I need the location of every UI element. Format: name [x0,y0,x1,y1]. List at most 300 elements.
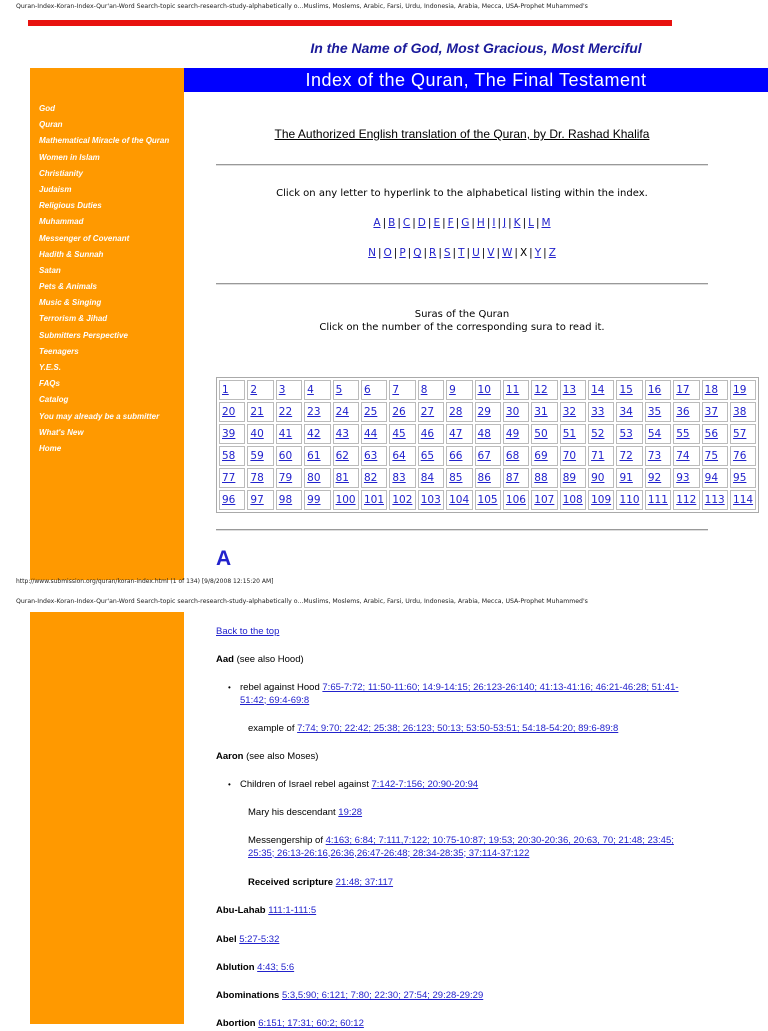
sura-cell [247,490,273,510]
bullet-icon: • [228,683,231,692]
sura-cell [531,402,557,422]
sura-cell [389,402,415,422]
sura-link-105[interactable]: 105 [477,494,498,506]
verse-refs[interactable]: 4:43; 5:6 [257,962,295,973]
sura-link-5[interactable]: 5 [335,384,343,396]
sura-link-31[interactable]: 31 [534,406,548,418]
sura-cell [673,446,699,466]
sidebar-item-music-singing[interactable]: Music & Singing [39,298,102,308]
sura-link-100[interactable]: 100 [335,494,356,506]
letter-link-j[interactable]: J [503,217,507,229]
sura-link-33[interactable]: 33 [591,406,605,418]
sura-link-22[interactable]: 22 [278,406,293,418]
sura-link-15[interactable]: 15 [619,384,633,396]
letter-separator: | [452,247,457,259]
suras-title: Suras of the Quran [414,309,510,320]
sura-link-90[interactable]: 90 [591,472,605,484]
sura-link-3[interactable]: 3 [278,384,286,396]
sura-cell [616,490,642,510]
sura-cell [276,468,302,488]
letter-link-s[interactable]: S [443,247,451,259]
sura-link-91[interactable]: 91 [619,472,633,484]
sura-link-79[interactable]: 79 [278,472,293,484]
sura-link-6[interactable]: 6 [363,384,371,396]
sidebar-item-pets-animals[interactable]: Pets & Animals [39,282,97,292]
sura-cell [673,490,699,510]
sura-cell [475,446,501,466]
sura-link-62[interactable]: 62 [335,450,349,462]
sura-link-80[interactable]: 80 [307,472,321,484]
sura-cell [361,380,387,400]
sura-link-86[interactable]: 86 [477,472,491,484]
sura-cell [616,446,642,466]
sidebar-item-hadith-sunnah[interactable]: Hadith & Sunnah [39,249,104,259]
sura-link-106[interactable]: 106 [505,494,526,506]
sura-cell [418,468,444,488]
letter-link-n[interactable]: N [368,247,376,259]
sura-link-60[interactable]: 60 [278,450,293,462]
letter-separator: | [427,217,432,229]
sura-cell [702,402,728,422]
sura-link-114[interactable]: 114 [733,494,754,506]
sura-cell [616,380,642,400]
page-title: Index of the Quran, The Final Testament [184,68,768,92]
sura-link-107[interactable]: 107 [534,494,555,506]
verse-refs[interactable]: 5:3,5:90; 6:121; 7:80; 22:30; 27:54; 29:28-29:29 [281,990,484,1001]
letter-separator: | [514,247,518,259]
sura-cell [503,446,529,466]
index-entry-abortion: Abortion 6:151; 17:31; 60:2; 60:12 [216,1018,364,1029]
sura-link-57[interactable]: 57 [733,428,747,440]
sidebar-item-judaism[interactable]: Judaism [39,184,72,194]
sura-link-61[interactable]: 61 [307,450,321,462]
sidebar-item-teenagers[interactable]: Teenagers [39,346,79,356]
sura-link-47[interactable]: 47 [449,428,463,440]
sura-link-29[interactable]: 29 [477,406,491,418]
divider [216,283,708,285]
sura-link-78[interactable]: 78 [250,472,264,484]
sura-link-50[interactable]: 50 [534,428,548,440]
letter-instruction: Click on any letter to hyperlink to the alphabetical listing within the index. [276,188,648,199]
index-entry-abel: Abel 5:27-5:32 [216,934,280,945]
sidebar-item-religious-duties[interactable]: Religious Duties [39,201,102,211]
sura-link-59[interactable]: 59 [250,450,264,462]
sura-cell [247,380,273,400]
sidebar-item-quran[interactable]: Quran [39,120,63,130]
sidebar-item-catalog[interactable]: Catalog [39,395,69,405]
sura-link-70[interactable]: 70 [562,450,577,462]
sura-cell [276,446,302,466]
sura-cell [304,490,330,510]
sura-link-99[interactable]: 99 [307,494,321,506]
sura-cell [588,424,614,444]
letter-link-h[interactable]: H [476,217,485,229]
sura-cell [276,490,302,510]
sura-link-53[interactable]: 53 [619,428,633,440]
sura-cell [219,468,245,488]
sura-cell [503,468,529,488]
sura-link-44[interactable]: 44 [363,428,378,440]
sura-cell [361,402,387,422]
sura-link-12[interactable]: 12 [534,384,548,396]
sura-cell [702,446,728,466]
sura-link-72[interactable]: 72 [619,450,633,462]
sura-link-32[interactable]: 32 [562,406,577,418]
sura-cell [645,490,671,510]
verse-refs[interactable]: 4:163; 6:84; 7:111,7:122; 10:75-10:87; 19:53; 20:30-20:36, 20:63, 70; 21:48; 23:45; [325,835,674,846]
sura-cell [304,402,330,422]
sura-link-82[interactable]: 82 [363,472,378,484]
sura-cell [673,468,699,488]
letter-link-w[interactable]: W [502,247,513,259]
sura-link-4[interactable]: 4 [307,384,314,396]
sura-link-89[interactable]: 89 [562,472,577,484]
verse-refs[interactable]: 111:1-111:5 [268,905,317,916]
sura-link-68[interactable]: 68 [505,450,520,462]
sura-cell [219,446,245,466]
verse-refs[interactable]: 5:27-5:32 [239,934,280,945]
sura-cell [616,424,642,444]
sura-cell [645,424,671,444]
verse-refs[interactable]: 25:35; 26:13-26:16,26:36,26:47-26:48; 28:34-28:35; 37:114-37:122 [248,847,530,859]
sura-cell [560,402,586,422]
sura-cell [475,424,501,444]
letter-link-m[interactable]: M [541,217,551,229]
sura-cell [361,446,387,466]
sura-link-27[interactable]: 27 [420,406,435,418]
sura-link-1[interactable]: 1 [222,384,229,396]
verse-refs[interactable]: 51:42; 69:4-69:8 [240,694,310,706]
sidebar-item-christianity[interactable]: Christianity [39,168,84,178]
sura-link-24[interactable]: 24 [335,406,349,418]
sura-link-49[interactable]: 49 [505,428,520,440]
sidebar-item-messenger-of-covenant[interactable]: Messenger of Covenant [39,233,130,243]
sura-link-87[interactable]: 87 [505,472,520,484]
sidebar-item-you-may-already-be-a-submitter[interactable]: You may already be a submitter [39,411,160,421]
index-subentry: Messengership of 4:163; 6:84; 7:111,7:122; 10:75-10:87; 19:53; 20:30-20:36, 20:63, 70; 21:48; 23:45; 25:35; 26:13-26:16,26:36,26:47-26:48; 28:34-28:35; 37:114-37:122 [248,835,674,859]
sura-cell [588,446,614,466]
sura-grid-row [219,446,756,466]
sura-link-66[interactable]: 66 [449,450,463,462]
letter-separator: | [442,217,446,229]
index-entry-abu-lahab: Abu-Lahab 111:1-111:5 [216,905,317,916]
sidebar-item-terrorism-jihad[interactable]: Terrorism & Jihad [39,314,108,324]
letter-separator: | [377,247,382,259]
letter-link-x: X [519,247,528,259]
sura-link-9[interactable]: 9 [449,384,456,396]
sura-link-113[interactable]: 113 [704,494,725,506]
sura-cell [730,490,756,510]
sidebar-continued [30,612,184,1024]
suras-instruction: Click on the number of the corresponding sura to read it. [319,322,605,333]
sura-cell [475,380,501,400]
sura-link-55[interactable]: 55 [676,428,690,440]
letter-link-u[interactable]: U [472,247,480,259]
sura-cell [333,402,359,422]
divider [216,529,708,531]
letter-separator: | [529,247,533,259]
sura-cell [389,468,415,488]
sura-link-28[interactable]: 28 [449,406,463,418]
verse-refs[interactable]: 7:65-7:72; 11:50-11:60; 14:9-14:15; 26:123-26:140; 41:13-41:16; 46:21-46:28; 51:41- [322,682,679,693]
sura-link-109[interactable]: 109 [591,494,612,506]
sura-link-43[interactable]: 43 [335,428,349,440]
sura-link-63[interactable]: 63 [363,450,378,462]
sura-link-19[interactable]: 19 [733,384,747,396]
sura-link-85[interactable]: 85 [449,472,463,484]
sura-cell [446,424,472,444]
sura-cell [333,380,359,400]
sura-grid-row [219,468,756,488]
letter-link-v[interactable]: V [487,247,495,259]
sura-cell [219,402,245,422]
sura-cell [531,446,557,466]
page-print-footer: http://www.submission.org/quran/koran-index.html (1 of 134) [9/8/2008 12:15:20 AM] [16,578,274,585]
sura-link-104[interactable]: 104 [449,494,470,506]
sura-link-11[interactable]: 11 [505,384,520,396]
sura-cell [560,468,586,488]
letter-separator: | [508,217,512,229]
sura-link-40[interactable]: 40 [250,428,264,440]
sura-cell [588,402,614,422]
sura-link-81[interactable]: 81 [335,472,349,484]
index-entry-ablution: Ablution 4:43; 5:6 [216,962,295,973]
sura-link-65[interactable]: 65 [420,450,435,462]
sura-link-94[interactable]: 94 [704,472,719,484]
sura-cell [418,402,444,422]
sidebar-item-submitters-perspective[interactable]: Submitters Perspective [39,330,128,340]
letter-link-c[interactable]: C [402,217,411,229]
sura-link-93[interactable]: 93 [676,472,690,484]
verse-refs[interactable]: 21:48; 37:117 [335,877,394,888]
sura-link-34[interactable]: 34 [619,406,633,418]
sura-cell [304,424,330,444]
sura-link-103[interactable]: 103 [420,494,441,506]
sura-link-69[interactable]: 69 [534,450,548,462]
sura-link-52[interactable]: 52 [591,428,605,440]
sura-link-83[interactable]: 83 [392,472,406,484]
sidebar-item-satan[interactable]: Satan [39,265,61,275]
sidebar-item-y-e-s[interactable]: Y.E.S. [39,363,61,372]
letter-link-a[interactable]: A [373,217,381,229]
index-subentry: example of 7:74; 9:70; 22:42; 25:38; 26:123; 50:13; 53:50-53:51; 54:18-54:20; 89:6-89:8 [248,723,619,734]
letter-link-f[interactable]: F [447,217,454,229]
sidebar-item-women-in-islam[interactable]: Women in Islam [39,152,100,162]
letter-separator: | [543,247,547,259]
sura-link-13[interactable]: 13 [562,384,577,396]
letter-link-q[interactable]: Q [413,247,422,259]
index-entry-abominations: Abominations 5:3,5:90; 6:121; 7:80; 22:30; 27:54; 29:28-29:29 [216,990,484,1001]
sura-link-98[interactable]: 98 [278,494,293,506]
sura-link-96[interactable]: 96 [222,494,236,506]
sura-cell [389,380,415,400]
sura-link-39[interactable]: 39 [222,428,236,440]
sura-cell [702,380,728,400]
sura-link-110[interactable]: 110 [619,494,640,506]
sura-link-26[interactable]: 26 [392,406,406,418]
letter-link-d[interactable]: D [417,217,426,229]
sura-cell [247,402,273,422]
sura-link-88[interactable]: 88 [534,472,548,484]
sura-link-23[interactable]: 23 [307,406,321,418]
letter-link-l[interactable]: L [528,217,534,229]
letter-link-e[interactable]: E [433,217,441,229]
sura-cell [645,468,671,488]
sura-cell [361,468,387,488]
verse-refs[interactable]: 6:151; 17:31; 60:2; 60:12 [258,1018,364,1029]
sura-cell [304,446,330,466]
letter-link-b[interactable]: B [388,217,396,229]
sura-link-21[interactable]: 21 [250,406,264,418]
sura-cell [702,468,728,488]
verse-refs[interactable]: 19:28 [338,807,363,818]
verse-refs[interactable]: 7:74; 9:70; 22:42; 25:38; 26:123; 50:13; 53:50-53:51; 54:18-54:20; 89:6-89:8 [297,723,619,734]
index-subentry: • Children of Israel rebel against 7:142-7:156; 20:90-20:94 [228,779,479,790]
sura-cell [333,446,359,466]
letter-link-r[interactable]: R [429,247,437,259]
sura-link-101[interactable]: 101 [363,494,384,506]
sura-link-20[interactable]: 20 [222,406,236,418]
suras-heading [216,308,708,334]
sura-link-108[interactable]: 108 [562,494,583,506]
sura-cell [702,424,728,444]
sura-link-95[interactable]: 95 [733,472,747,484]
sura-link-2[interactable]: 2 [250,384,258,396]
letter-separator: | [496,247,501,259]
sura-cell [730,402,756,422]
sura-link-73[interactable]: 73 [647,450,662,462]
sura-link-92[interactable]: 92 [647,472,662,484]
sura-cell [276,380,302,400]
sura-link-46[interactable]: 46 [420,428,435,440]
sura-cell [361,424,387,444]
sura-link-10[interactable]: 10 [477,384,491,396]
sura-link-112[interactable]: 112 [676,494,697,506]
sura-cell [730,446,756,466]
letter-link-g[interactable]: G [461,217,470,229]
translation-subtitle: The Authorized English translation of the Quran, by Dr. Rashad Khalifa [274,127,650,141]
sura-link-41[interactable]: 41 [278,428,293,440]
sidebar-item-faqs[interactable]: FAQs [39,379,60,389]
index-subentry: • rebel against Hood 7:65-7:72; 11:50-11:60; 14:9-14:15; 26:123-26:140; 41:13-41:16; 46:21-46:28; 51:41- 51:42; 69:4-69:8 [228,682,679,706]
sura-cell [247,424,273,444]
sura-link-77[interactable]: 77 [222,472,236,484]
letter-separator: | [466,247,471,259]
sidebar-item-what-s-new[interactable]: What's New [39,427,84,437]
sura-cell [276,402,302,422]
letter-link-y[interactable]: Y [534,247,542,259]
sura-link-30[interactable]: 30 [505,406,520,418]
sura-cell [475,490,501,510]
letter-link-t[interactable]: T [458,247,465,259]
sura-link-75[interactable]: 75 [704,450,719,462]
sidebar-item-god[interactable]: God [39,104,55,113]
sura-link-8[interactable]: 8 [420,384,428,396]
sura-link-48[interactable]: 48 [477,428,491,440]
sidebar-item-muhammad[interactable]: Muhammad [39,217,84,227]
sura-link-102[interactable]: 102 [392,494,413,506]
sidebar-item-home[interactable]: Home [39,443,62,453]
letter-separator: | [393,247,398,259]
sura-link-7[interactable]: 7 [392,384,400,396]
sura-link-54[interactable]: 54 [647,428,662,440]
sura-cell [673,424,699,444]
sidebar-nav [39,104,169,460]
sura-link-111[interactable]: 111 [647,494,668,506]
verse-refs[interactable]: 7:142-7:156; 20:90-20:94 [371,779,479,790]
sura-cell [418,490,444,510]
letter-link-k[interactable]: K [513,217,521,229]
letter-separator: | [438,247,442,259]
letter-separator: | [382,217,387,229]
letter-link-o[interactable]: O [383,247,392,259]
section-letter-heading: A [216,547,232,570]
sura-link-17[interactable]: 17 [676,384,690,396]
sura-cell [389,424,415,444]
sura-cell [730,468,756,488]
sura-cell [702,490,728,510]
sura-cell [730,380,756,400]
sura-link-16[interactable]: 16 [647,384,662,396]
sidebar-item-mathematical-miracle-of-the-quran[interactable]: Mathematical Miracle of the Quran [39,136,170,146]
sura-link-71[interactable]: 71 [591,450,605,462]
page-print-header: Quran-Index-Koran-Index-Qur'an-Word Search-topic search-research-study-alphabetically o...Muslims, Moslems, Arabic, Farsi, Urdu, Indonesia, Arabia, Mecca, USA-Prophet Muhammed's [16,3,588,10]
sura-cell [560,446,586,466]
sura-cell [560,380,586,400]
sura-cell [645,402,671,422]
sura-link-51[interactable]: 51 [562,428,577,440]
letter-link-i[interactable]: I [492,217,496,229]
sura-cell [333,468,359,488]
sura-link-36[interactable]: 36 [676,406,690,418]
sura-link-74[interactable]: 74 [676,450,690,462]
sura-cell [730,424,756,444]
letter-index-row-2 [216,247,708,259]
letter-link-p[interactable]: P [399,247,406,259]
sura-cell [673,380,699,400]
letter-separator: | [486,217,491,229]
letter-separator: | [497,217,502,229]
sura-link-18[interactable]: 18 [704,384,719,396]
sura-link-25[interactable]: 25 [363,406,378,418]
sura-link-56[interactable]: 56 [704,428,719,440]
sura-link-45[interactable]: 45 [392,428,406,440]
sura-cell [588,468,614,488]
sura-cell [446,490,472,510]
index-entry-aad: Aad (see also Hood) [216,654,304,665]
letter-separator: | [412,217,416,229]
index-subentry: Mary his descendant 19:28 [248,807,363,818]
sura-cell [333,424,359,444]
sura-link-37[interactable]: 37 [704,406,719,418]
back-to-top-link[interactable]: Back to the top [216,626,280,637]
sura-link-64[interactable]: 64 [392,450,406,462]
sura-link-76[interactable]: 76 [733,450,747,462]
sura-cell [645,380,671,400]
sura-link-14[interactable]: 14 [591,384,605,396]
sura-link-38[interactable]: 38 [733,406,747,418]
page-print-header-2: Quran-Index-Koran-Index-Qur'an-Word Search-topic search-research-study-alphabetically o...Muslims, Moslems, Arabic, Farsi, Urdu, Indonesia, Arabia, Mecca, USA-Prophet Muhammed's [16,598,588,605]
sura-link-42[interactable]: 42 [307,428,321,440]
sura-link-84[interactable]: 84 [420,472,435,484]
sura-link-97[interactable]: 97 [250,494,264,506]
index-entry-aaron: Aaron (see also Moses) [216,751,319,762]
sura-cell [616,402,642,422]
sura-link-35[interactable]: 35 [647,406,662,418]
sura-link-58[interactable]: 58 [222,450,236,462]
letter-link-z[interactable]: Z [548,247,556,259]
sura-link-67[interactable]: 67 [477,450,491,462]
